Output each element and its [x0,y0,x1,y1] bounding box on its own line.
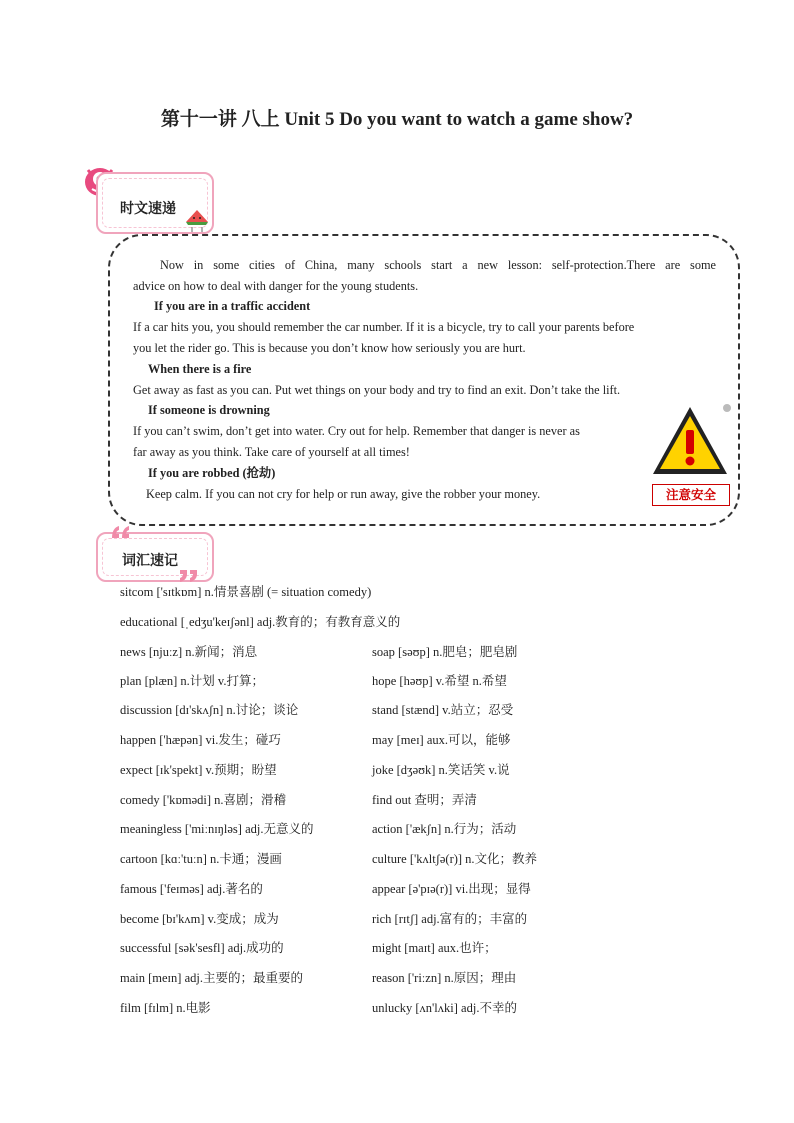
passage-line: Get away as fast as you can. Put wet things on your body and try to find an exit. Don’t take the lift. [133,383,621,397]
reading-section-label: 时文速递 [120,201,176,217]
vocab-entry: cartoon [kɑː'tuːn] n.卡通；漫画 [120,852,282,866]
vocab-entry: plan [plæn] n.计划 v.打算； [120,674,264,688]
passage-line: If you can’t swim, don’t get into water. Cry out for help. Remember that danger is never as [133,424,580,438]
page-title: 第十一讲 八上 Unit 5 Do you want to watch a game show? [160,109,634,130]
vocab-entry: stand [stænd] v.站立；忍受 [372,703,514,717]
vocab-entry: joke [dʒəʊk] n.笑话笑 v.说 [372,763,510,777]
passage-line: you let the rider go. This is because you don’t know how seriously you are hurt. [133,341,526,355]
vocab-entry: action ['ækʃn] n.行为；活动 [372,822,517,836]
vocab-entry: meaningless ['miːnɪŋləs] adj.无意义的 [120,822,314,836]
vocab-entry: comedy ['kɒmədi] n.喜剧；滑稽 [120,793,287,807]
vocab-entry: may [meɪ] aux.可以，能够 [372,733,511,747]
passage-heading: If you are in a traffic accident [154,299,311,313]
passage-line: Now in some cities of China, many schools start a new lesson: self-protection.There are some [160,258,716,272]
quote-open-icon [110,524,132,540]
vocab-entry: sitcom ['sɪtkɒm] n.情景喜剧 (= situation comedy) [120,585,372,599]
vocab-entry: might [maɪt] aux.也许； [372,941,497,955]
passage-heading: If someone is drowning [148,403,270,417]
passage-line: If a car hits you, you should remember the car number. If it is a bicycle, try to call your parents before [133,320,635,334]
vocab-entry: reason ['riːzn] n.原因；理由 [372,971,517,985]
vocab-entry: find out 查明；弄清 [372,793,477,807]
vocab-entry: culture ['kʌltʃə(r)] n.文化；教养 [372,852,538,866]
vocab-entry: film [fɪlm] n.电影 [120,1001,211,1015]
passage-line: Keep calm. If you can not cry for help or run away, give the robber your money. [146,487,541,501]
passage-heading: When there is a fire [148,362,252,376]
vocab-entry: appear [ə'pɪə(r)] vi.出现；显得 [372,882,531,896]
warning-triangle-icon [650,404,730,484]
passage-line: advice on how to deal with danger for the young students. [133,279,419,293]
vocab-entry: rich [rɪtʃ] adj.富有的；丰富的 [372,912,528,926]
vocab-entry: famous ['feɪməs] adj.著名的 [120,882,263,896]
vocab-entry: hope [həʊp] v.希望 n.希望 [372,674,507,688]
vocab-entry: successful [sək'sesfl] adj.成功的 [120,941,284,955]
vocab-entry: happen ['hæpən] vi.发生；碰巧 [120,733,281,747]
vocab-entry: main [meɪn] adj.主要的；最重要的 [120,971,303,985]
vocab-entry: unlucky [ʌn'lʌki] adj.不幸的 [372,1001,517,1015]
vocab-section-label: 词汇速记 [122,553,178,569]
safety-warning-label: 注意安全 [652,484,730,506]
vocab-entry: become [bɪ'kʌm] v.变成；成为 [120,912,279,926]
vocab-entry: soap [səʊp] n.肥皂；肥皂剧 [372,645,518,659]
watermelon-icon [184,208,210,234]
vocab-entry: expect [ɪk'spekt] v.预期；盼望 [120,763,277,777]
passage-heading: If you are robbed (抢劫) [148,466,276,480]
vocab-entry: discussion [dɪ'skʌʃn] n.讨论；谈论 [120,703,299,717]
passage-line: far away as you think. Take care of yourself at all times! [133,445,410,459]
vocab-entry: news [njuːz] n.新闻；消息 [120,645,258,659]
vocab-entry: educational [ˌedʒu'keɪʃənl] adj.教育的；有教育意义的 [120,615,401,629]
